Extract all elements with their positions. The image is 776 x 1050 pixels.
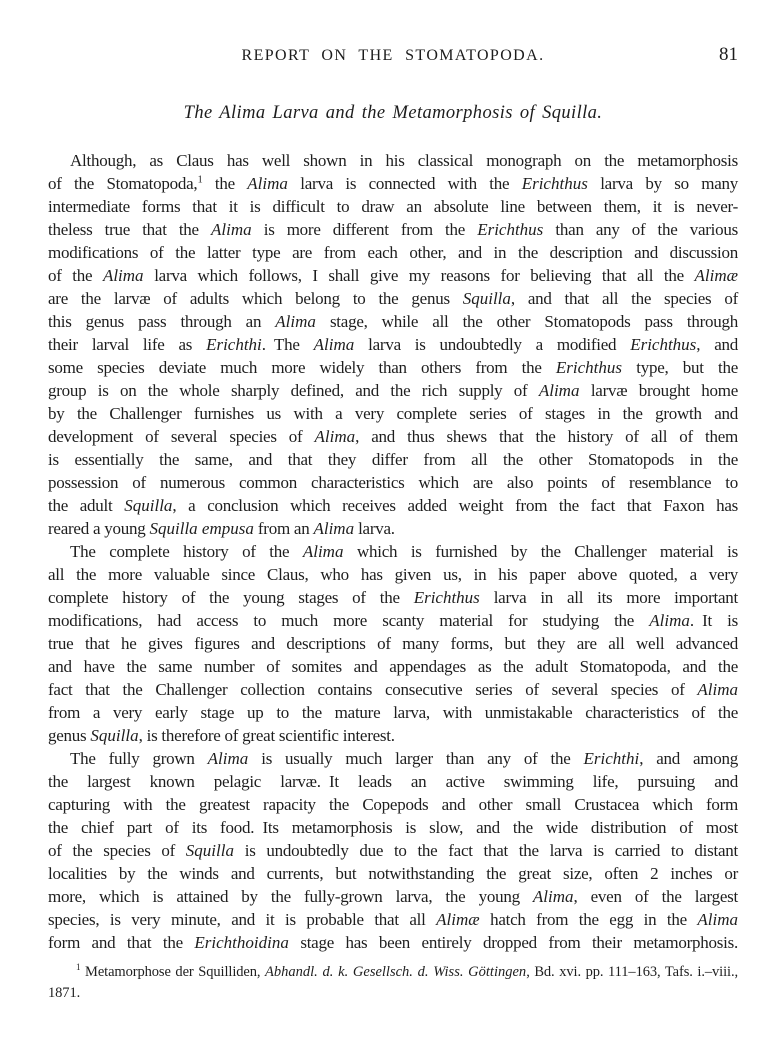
text-run: larva which follows, I shall give my reasons for believing that all the — [143, 266, 695, 285]
section-title: The Alima Larva and the Metamorphosis of Squilla. — [183, 103, 603, 123]
text-line — [48, 448, 738, 471]
text-run: , and thus shews that the history of all of them — [355, 427, 738, 446]
text-run: , Bd. xvi. pp. 111–163, Tafs. i.–viii., — [526, 964, 738, 980]
italic-term: Alima — [313, 335, 355, 354]
text-run: fact that the Challenger collection contains consecutive series of several species of — [48, 680, 698, 699]
text-run: larva is connected with the — [287, 174, 522, 193]
text-line — [48, 310, 738, 333]
text-run: than any of the various — [543, 220, 738, 239]
text-run: complete history of the young stages of the — [48, 588, 414, 607]
text-run: of the — [48, 266, 103, 285]
text-run: The fully grown — [70, 749, 208, 768]
italic-term: Alima — [313, 519, 355, 538]
text-run: , and that all the species of — [510, 289, 738, 308]
text-line — [48, 770, 738, 793]
text-line — [48, 494, 738, 517]
text-line — [48, 724, 738, 747]
text-line — [48, 563, 738, 586]
text-run: are the larvæ of adults which belong to the genus — [48, 289, 463, 308]
text-run: larva in all its more important — [479, 588, 739, 607]
italic-term: Alima — [314, 427, 356, 446]
paragraph — [48, 149, 738, 540]
text-line — [48, 747, 738, 770]
text-run: reared a young — [48, 519, 150, 538]
text-run: the chief part of its food. Its metamorphosis is slow, and the wide distribution of most — [48, 818, 738, 837]
italic-term: Erichthi — [206, 335, 262, 354]
italic-term: Squilla — [90, 726, 139, 745]
text-run: stage, while all the other Stomatopods pass through — [315, 312, 738, 331]
text-line — [48, 655, 738, 678]
text-run: stage has been entirely dropped from their metamorphosis. — [288, 933, 738, 952]
text-line — [48, 425, 738, 448]
text-line — [48, 218, 738, 241]
text-line — [48, 333, 738, 356]
text-line — [48, 540, 738, 563]
text-line — [48, 962, 738, 983]
italic-term: Alima — [247, 174, 288, 193]
text-run: some species deviate much more widely than others from the — [48, 358, 556, 377]
text-run: from a very early stage up to the mature larva, with unmistakable characteristics of the — [48, 703, 738, 722]
text-run: of the species of — [48, 841, 186, 860]
italic-term: Alima — [210, 220, 252, 239]
text-run: hatch from the egg in the — [479, 910, 698, 929]
text-run: this genus pass through an — [48, 312, 276, 331]
text-line — [48, 172, 738, 195]
text-line — [48, 885, 738, 908]
italic-term: Alima — [102, 266, 144, 285]
italic-term: Erichthus — [555, 358, 622, 377]
text-line — [48, 816, 738, 839]
text-run: form and that the — [48, 933, 195, 952]
text-run: their larval life as — [48, 335, 207, 354]
italic-term: Abhandl. d. k. Gesellsch. d. Wiss. Göttingen — [265, 964, 527, 980]
text-run: larva. — [354, 519, 395, 538]
text-line — [48, 379, 738, 402]
text-run: is undoubtedly due to the fact that the larva is carried to distant — [233, 841, 738, 860]
page-number: 81 — [719, 44, 738, 65]
italic-term: Alima — [302, 542, 344, 561]
text-line — [48, 241, 738, 264]
text-line — [48, 517, 738, 540]
italic-term: Erichthi — [583, 749, 640, 768]
text-line — [48, 402, 738, 425]
text-line — [48, 931, 738, 954]
italic-term: Alima — [649, 611, 690, 630]
italic-term: Erichthus — [630, 335, 697, 354]
italic-term: Alimæ — [436, 910, 480, 929]
text-run: , is therefore of great scientific interest. — [138, 726, 395, 745]
body-text — [48, 149, 738, 954]
text-run: , and — [696, 335, 739, 354]
footnote-marker: 1 — [76, 962, 81, 973]
paragraph — [48, 747, 738, 954]
text-run: is more different from the — [251, 220, 478, 239]
text-run: larva is undoubtedly a modified — [354, 335, 631, 354]
text-line — [48, 586, 738, 609]
text-run: more, which is attained by the fully-grown larva, the young — [48, 887, 533, 906]
text-run: larvæ brought home — [579, 381, 739, 400]
text-run: intermediate forms that it is difficult to draw an absolute line between them, it is never- — [48, 197, 738, 216]
text-run: modifications of the latter type are from each other, and in the description and discussion — [48, 243, 738, 262]
text-run: The complete history of the — [70, 542, 303, 561]
text-run: the — [202, 174, 248, 193]
italic-term: Erichthus — [477, 220, 544, 239]
footnote-marker: 1 — [197, 174, 203, 186]
text-line — [48, 149, 738, 172]
italic-term: Erichthoidina — [194, 933, 289, 952]
text-line — [48, 632, 738, 655]
italic-term: Alima — [275, 312, 316, 331]
text-run: localities by the winds and currents, but notwithstanding the great size, often 2 inches or — [48, 864, 738, 883]
italic-term: Squilla — [462, 289, 511, 308]
italic-term: Erichthus — [413, 588, 480, 607]
text-run: , a conclusion which receives added weight from the fact that Faxon has — [172, 496, 739, 515]
text-run: all the more valuable since Claus, who has given us, in his paper above quoted, a very — [48, 565, 738, 584]
text-line — [48, 839, 738, 862]
text-line — [48, 793, 738, 816]
text-line — [48, 908, 738, 931]
text-line — [48, 609, 738, 632]
italic-term: Squilla — [185, 841, 234, 860]
italic-term: Alima — [207, 749, 249, 768]
text-run: the largest known pelagic larvæ. It leads an active swimming life, pursuing and — [48, 772, 738, 791]
text-run: Although, as Claus has well shown in his classical monograph on the metamorphosis — [70, 151, 738, 170]
text-line — [48, 678, 738, 701]
text-run: possession of numerous common characteristics which are also points of resemblance to — [48, 473, 738, 492]
text-run: which is furnished by the Challenger material is — [343, 542, 738, 561]
text-run: of the Stomatopoda, — [48, 174, 198, 193]
text-line — [48, 287, 738, 310]
text-run: , even of the largest — [573, 887, 738, 906]
text-run: modifications, had access to much more scanty material for studying the — [48, 611, 650, 630]
text-run: type, but the — [622, 358, 739, 377]
text-line — [48, 264, 738, 287]
running-header-title: REPORT ON THE STOMATOPODA. — [241, 47, 545, 64]
text-run: from an — [253, 519, 314, 538]
text-run: larva by so many — [587, 174, 738, 193]
italic-term: Squilla empusa — [149, 519, 254, 538]
text-run: true that he gives figures and descriptions of many forms, but they are all well advanced — [48, 634, 738, 653]
text-line — [48, 862, 738, 885]
text-run: 1871. — [48, 985, 81, 1001]
text-run: and have the same number of somites and appendages as the adult Stomatopoda, and the — [48, 657, 738, 676]
text-line — [48, 195, 738, 218]
text-run: Metamorphose der Squilliden, — [80, 964, 266, 980]
text-run: group is on the whole sharply defined, and the rich supply of — [48, 381, 539, 400]
text-run: by the Challenger furnishes us with a very complete series of stages in the growth and — [48, 404, 738, 423]
text-run: . The — [261, 335, 314, 354]
paragraph — [48, 540, 738, 747]
text-run: the adult — [48, 496, 125, 515]
text-run: is essentially the same, and that they differ from all the other Stomatopods in the — [48, 450, 738, 469]
text-run: genus — [48, 726, 91, 745]
text-run: capturing with the greatest rapacity the Copepods and other small Crustacea which form — [48, 795, 738, 814]
italic-term: Alimæ — [694, 266, 738, 285]
italic-term: Alima — [697, 680, 738, 699]
italic-term: Erichthus — [521, 174, 588, 193]
text-run: development of several species of — [48, 427, 315, 446]
text-run: , and among — [639, 749, 738, 768]
italic-term: Squilla — [124, 496, 173, 515]
footnote — [48, 962, 738, 1004]
text-run: theless true that the — [48, 220, 211, 239]
running-header — [48, 44, 738, 69]
text-line — [48, 471, 738, 494]
text-line — [48, 701, 738, 724]
text-line — [48, 356, 738, 379]
italic-term: Alima — [697, 910, 739, 929]
italic-term: Alima — [538, 381, 580, 400]
text-run: . It is — [689, 611, 738, 630]
text-run: is usually much larger than any of the — [248, 749, 584, 768]
text-line — [48, 983, 738, 1004]
text-run: species, is very minute, and it is probable that all — [48, 910, 437, 929]
italic-term: Alima — [532, 887, 574, 906]
